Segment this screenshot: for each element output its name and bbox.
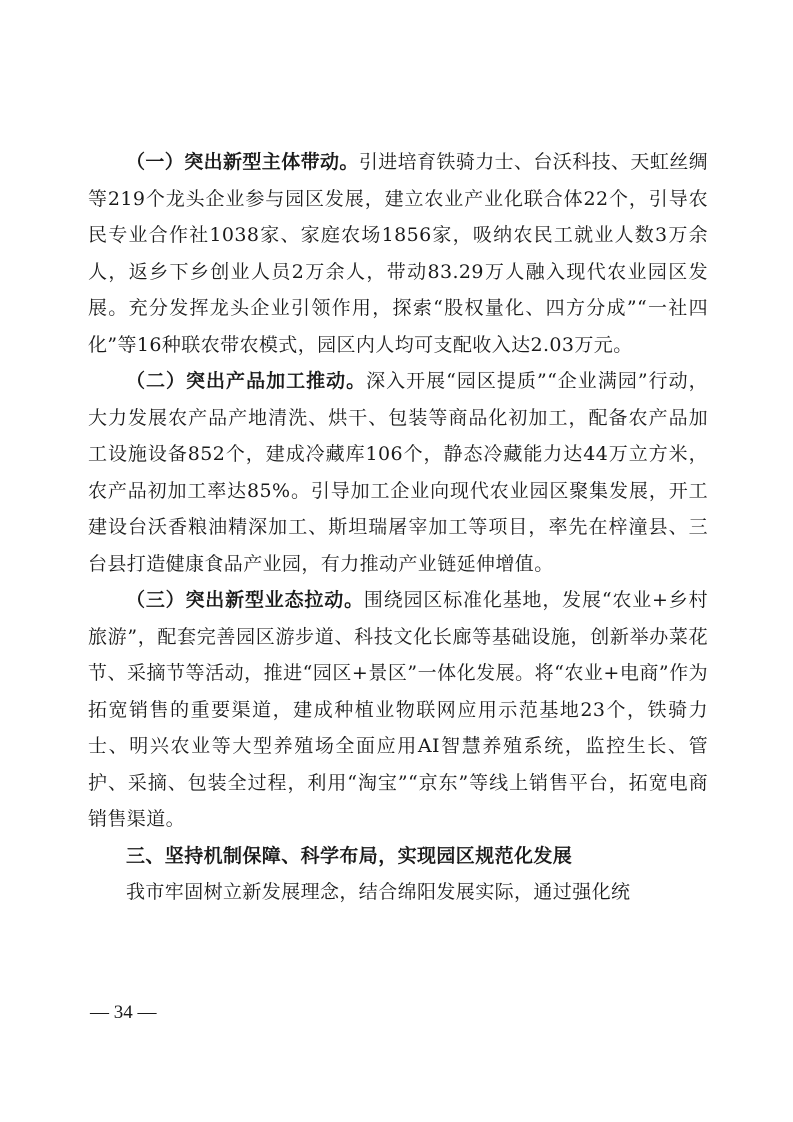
paragraph-lead: （三）突出新型业态拉动。 xyxy=(126,589,364,611)
paragraph-lead: （二）突出产品加工推动。 xyxy=(126,370,367,392)
closing-paragraph: 我市牢固树立新发展理念，结合绵阳发展实际，通过强化统 xyxy=(126,881,631,903)
section-heading: 三、坚持机制保障、科学布局，实现园区规范化发展 xyxy=(126,844,573,867)
body-text xyxy=(88,144,708,911)
paragraph-lead: （一）突出新型主体带动。 xyxy=(126,151,359,173)
paragraph-body: 围绕园区标准化基地，发展“农业+乡村旅游”，配套完善园区游步道、科技文化长廊等基础设施，创新举办菜花节、采摘节等活动，推进“园区+景区”一体化发展。将“农业+电商”作为拓宽销售的重要渠道，建成种植业物联网应用示范基地23个，铁骑力士、明兴农业等大型养殖场全面应用AI智慧养殖系统，监控生长、管护、采摘、包装全过程，利用“淘宝”“京东”等线上销售平台，拓宽电商销售渠道。 xyxy=(88,589,708,830)
paragraph-body: 引进培育铁骑力士、台沃科技、天虹丝绸等219个龙头企业参与园区发展，建立农业产业化联合体22个，引导农民专业合作社1038家、家庭农场1856家，吸纳农民工就业人数3万余人，返乡下乡创业人员2万余人，带动83.29万人融入现代农业园区发展。充分发挥龙头企业引领作用，探索“股权量化、四方分成”“一社四化”等16种联农带农模式，园区内人均可支配收入达2.03万元。 xyxy=(88,151,709,356)
paragraph-new-formats xyxy=(88,582,708,838)
paragraph-new-entities xyxy=(88,144,708,363)
paragraph-body: 深入开展“园区提质”“企业满园”行动，大力发展农产品产地清洗、烘干、包装等商品化初加工，配备农产品加工设施设备852个，建成冷藏库106个，静态冷藏能力达44万立方米，农产品初加工率达85%。引导加工企业向现代农业园区聚集发展，开工建设台沃香粮油精深加工、斯坦瑞屠宰加工等项目，率先在梓潼县、三台县打造健康食品产业园，有力推动产业链延伸增值。 xyxy=(88,370,708,575)
paragraph-processing xyxy=(88,363,708,582)
page-number: — 34 — xyxy=(90,1002,157,1023)
